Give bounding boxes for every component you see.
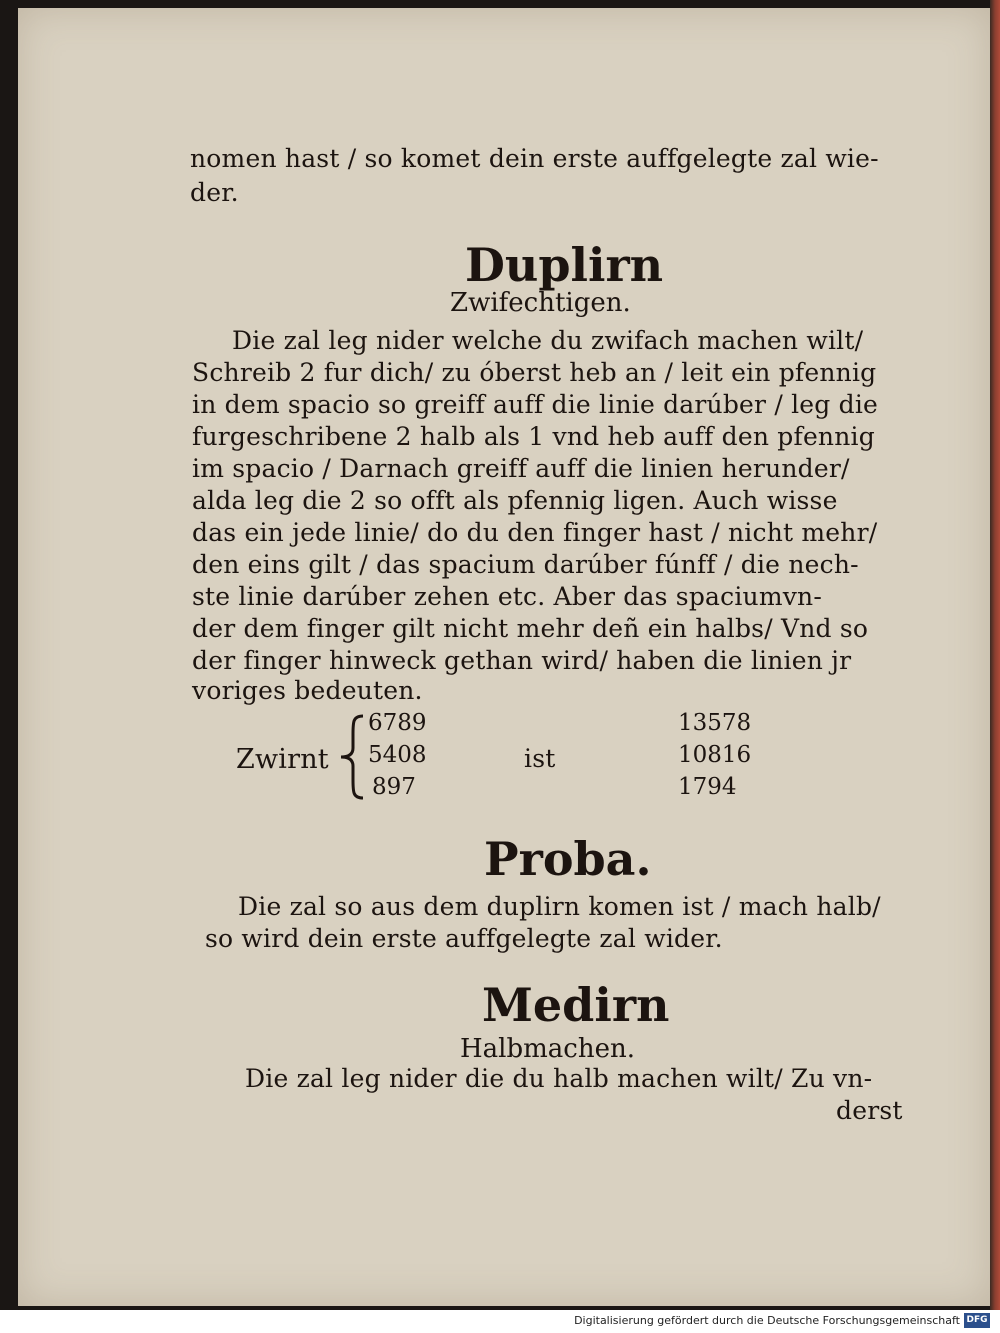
- example-result: 13578: [678, 710, 752, 736]
- body-line: so wird dein erste auffgelegte zal wider.: [205, 924, 723, 953]
- section-title-medirn: Medirn: [482, 978, 670, 1032]
- body-line: ste linie darúber zehen etc. Aber das spaciumvn-: [192, 582, 822, 611]
- intro-line: der.: [190, 178, 239, 207]
- footer-credit: Digitalisierung gefördert durch die Deutsche Forschungsgemeinschaft: [574, 1314, 960, 1327]
- catchword: derst: [836, 1096, 903, 1125]
- section-subtitle-halbmachen: Halbmachen.: [460, 1034, 635, 1064]
- body-line: Schreib 2 fur dich/ zu óberst heb an / leit ein pfennig: [192, 358, 877, 387]
- example-input: 6789: [368, 710, 427, 736]
- footer-bar: [0, 1310, 1000, 1333]
- example-input: 5408: [368, 742, 427, 768]
- intro-line: nomen hast / so komet dein erste auffgelegte zal wie-: [190, 144, 879, 173]
- body-line: furgeschribene 2 halb als 1 vnd heb auff den pfennig: [192, 422, 875, 451]
- body-line: alda leg die 2 so offt als pfennig ligen. Auch wisse: [192, 486, 838, 515]
- body-line: Die zal leg nider die du halb machen wilt/ Zu vn-: [245, 1064, 873, 1093]
- body-line: Die zal leg nider welche du zwifach machen wilt/: [232, 326, 864, 355]
- body-line: im spacio / Darnach greiff auff die linien herunder/: [192, 454, 850, 483]
- example-result: 1794: [678, 774, 737, 800]
- section-title-proba: Proba.: [484, 832, 652, 886]
- body-line: der dem finger gilt nicht mehr deñ ein halbs/ Vnd so: [192, 614, 869, 643]
- body-line: Die zal so aus dem duplirn komen ist / mach halb/: [238, 892, 881, 921]
- body-line: voriges bedeuten.: [192, 676, 423, 705]
- body-line: in dem spacio so greiff auff die linie darúber / leg die: [192, 390, 879, 419]
- example-connector: ist: [524, 744, 556, 773]
- brace-icon: [337, 712, 367, 802]
- body-line: das ein jede linie/ do du den finger hast / nicht mehr/: [192, 518, 878, 547]
- body-line: der finger hinweck gethan wird/ haben die linien jr: [192, 646, 852, 675]
- dfg-logo: DFG: [964, 1313, 990, 1328]
- example-label: Zwirnt: [236, 744, 329, 775]
- book-edge: [990, 0, 1000, 1310]
- body-line: den eins gilt / das spacium darúber fúnff / die nech-: [192, 550, 859, 579]
- example-result: 10816: [678, 742, 752, 768]
- example-input: 897: [372, 774, 416, 800]
- section-title-duplirn: Duplirn: [465, 238, 664, 292]
- section-subtitle-zwifechtigen: Zwifechtigen.: [450, 288, 631, 318]
